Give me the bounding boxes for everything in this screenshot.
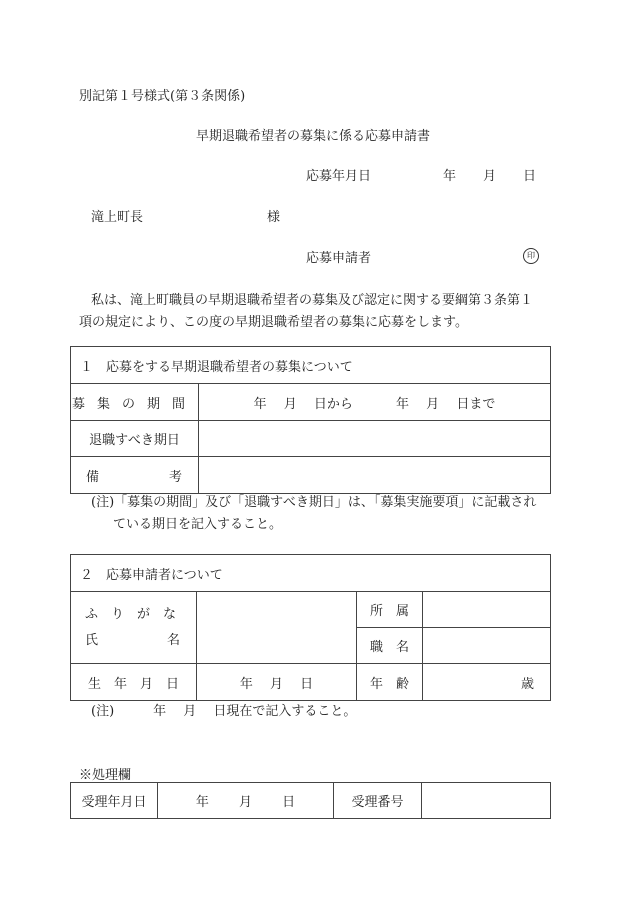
application-date-label: 応募年月日 [306, 169, 372, 184]
name-label-cell [71, 592, 197, 664]
age-unit[interactable]: 歳 [423, 664, 551, 701]
recruitment-table [70, 346, 551, 494]
age-label: 年 齢 [357, 664, 423, 701]
section1-note-line-1: (注)「募集の期間」及び「退職すべき期日」は、「募集実施要項」に記載され [91, 495, 537, 510]
document-title: 早期退職希望者の募集に係る応募申請書 [196, 129, 431, 144]
retire-date-label: 退職すべき期日 [71, 421, 199, 457]
received-date-label: 受理年月日 [71, 783, 158, 819]
applicant-label: 応募申請者 [306, 251, 372, 266]
received-number-field[interactable] [422, 783, 551, 819]
honorific: 様 [267, 210, 281, 225]
position-label: 職 名 [357, 628, 423, 664]
birth-date-label: 生 年 月 日 [71, 664, 197, 701]
section1-note-line-2: ている期日を記入すること。 [113, 517, 283, 532]
period-value[interactable]: 年 月 日から 年 月 日まで [199, 384, 551, 421]
section1-heading: １ 応募をする早期退職希望者の募集について [71, 347, 551, 384]
date-day-unit: 日 [523, 169, 537, 184]
date-month-unit: 月 [483, 169, 497, 184]
remarks-field[interactable] [199, 457, 551, 494]
furigana-label: ふ り が な [85, 606, 177, 622]
processing-heading: ※処理欄 [79, 768, 132, 783]
section2-note: (注) 年 月 日現在で記入すること。 [91, 704, 357, 719]
applicant-table [70, 554, 551, 701]
seal-mark: 印 [523, 247, 539, 264]
processing-table [70, 782, 551, 819]
form-number: 別記第１号様式(第３条関係) [79, 89, 246, 104]
position-field[interactable] [423, 628, 551, 664]
period-label: 募集の期間 [71, 384, 199, 421]
birth-date-value[interactable]: 年 月 日 [197, 664, 357, 701]
name-field[interactable] [197, 592, 357, 664]
retire-date-field[interactable] [199, 421, 551, 457]
intro-line-1: 私は、滝上町職員の早期退職希望者の募集及び認定に関する要綱第３条第１ [91, 293, 534, 308]
section2-heading: ２ 応募申請者について [71, 555, 551, 592]
received-number-label: 受理番号 [334, 783, 422, 819]
remarks-label [71, 457, 199, 494]
name-label-left: 氏 [85, 632, 99, 648]
affiliation-field[interactable] [423, 592, 551, 628]
intro-line-2: 項の規定により、この度の早期退職希望者の募集に応募をします。 [79, 315, 468, 330]
remarks-label-left: 備 [86, 469, 100, 485]
remarks-label-right: 考 [168, 469, 182, 485]
name-label-right: 名 [166, 632, 180, 648]
addressee: 滝上町長 [91, 210, 144, 225]
received-date-value[interactable]: 年 月 日 [158, 783, 334, 819]
affiliation-label: 所 属 [357, 592, 423, 628]
date-year-unit: 年 [443, 169, 457, 184]
